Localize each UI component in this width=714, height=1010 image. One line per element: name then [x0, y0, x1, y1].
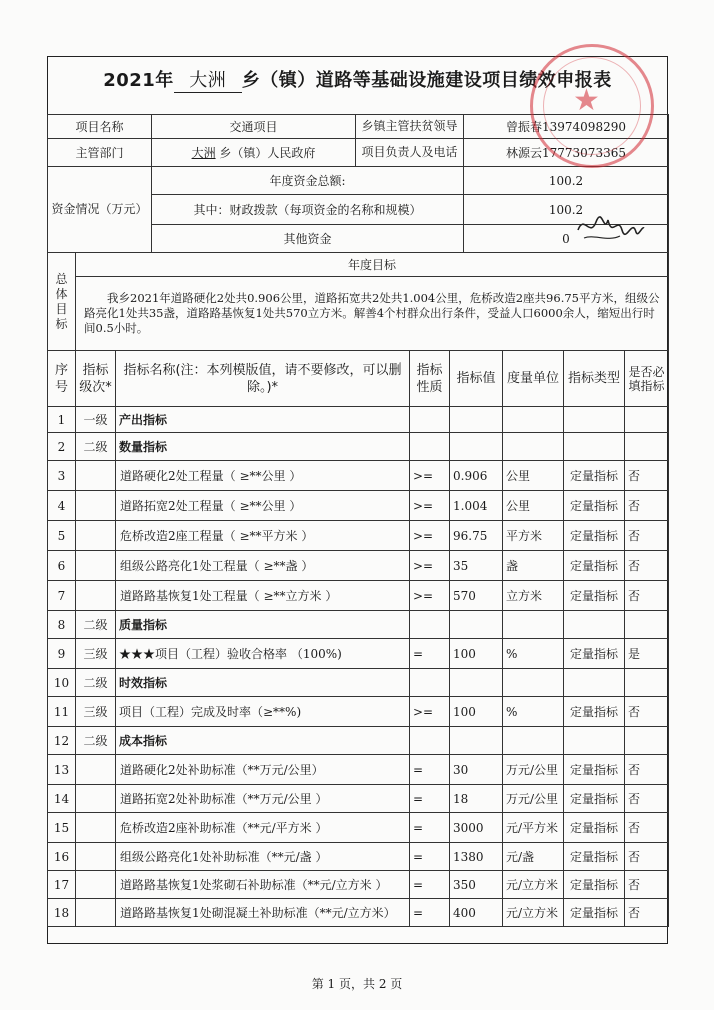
indicator-name: 产出指标	[116, 407, 410, 433]
indicator-unit: 元/立方米	[503, 899, 564, 927]
indicator-unit: 万元/公里	[503, 785, 564, 813]
indicator-seq: 15	[48, 813, 76, 843]
table-row	[48, 899, 669, 927]
indicator-unit: 元/平方米	[503, 813, 564, 843]
indicator-value: 18	[450, 785, 503, 813]
indicator-type: 定量指标	[564, 843, 625, 871]
indicator-level: 一级	[76, 407, 116, 433]
indicator-unit: 盏	[503, 551, 564, 581]
funds-row-value: 0	[464, 225, 669, 253]
handwritten-signature	[574, 208, 646, 248]
indicator-required	[625, 611, 669, 639]
indicator-required: 否	[625, 551, 669, 581]
header-type: 指标类型	[564, 351, 625, 407]
indicator-unit	[503, 669, 564, 697]
indicator-unit: %	[503, 697, 564, 727]
indicator-required: 否	[625, 755, 669, 785]
indicator-level: 二级	[76, 727, 116, 755]
indicator-nature: >=	[410, 551, 450, 581]
indicator-level: 二级	[76, 433, 116, 461]
indicator-required	[625, 433, 669, 461]
page-footer: 第 1 页，共 2 页	[311, 977, 403, 991]
indicator-nature: =	[410, 871, 450, 899]
indicator-nature: =	[410, 639, 450, 669]
indicator-required: 否	[625, 843, 669, 871]
indicator-seq: 5	[48, 521, 76, 551]
indicator-required: 否	[625, 899, 669, 927]
contact-label: 项目负责人及电话	[356, 139, 464, 167]
indicator-required: 否	[625, 813, 669, 843]
indicator-value: 350	[450, 871, 503, 899]
indicator-seq: 2	[48, 433, 76, 461]
indicator-seq: 6	[48, 551, 76, 581]
indicator-level	[76, 785, 116, 813]
indicator-seq: 1	[48, 407, 76, 433]
indicator-nature: >=	[410, 491, 450, 521]
indicator-required: 否	[625, 871, 669, 899]
indicator-nature: >=	[410, 581, 450, 611]
indicator-nature	[410, 407, 450, 433]
indicator-value	[450, 433, 503, 461]
indicator-seq: 8	[48, 611, 76, 639]
header-seq: 序号	[48, 351, 76, 407]
indicator-level	[76, 813, 116, 843]
table-row	[48, 639, 669, 669]
funds-row-label: 年度资金总额:	[152, 167, 464, 195]
indicator-level: 三级	[76, 639, 116, 669]
table-row	[48, 843, 669, 871]
indicator-nature: =	[410, 899, 450, 927]
table-row	[48, 727, 669, 755]
indicator-value: 35	[450, 551, 503, 581]
indicator-level: 二级	[76, 611, 116, 639]
table-row	[48, 697, 669, 727]
indicator-value	[450, 407, 503, 433]
indicator-nature	[410, 669, 450, 697]
indicator-value: 0.906	[450, 461, 503, 491]
header-level: 指标级次*	[76, 351, 116, 407]
indicator-level	[76, 755, 116, 785]
indicator-nature: =	[410, 785, 450, 813]
indicator-unit: 公里	[503, 491, 564, 521]
table-row	[48, 871, 669, 899]
table-row	[48, 611, 669, 639]
indicator-value: 100	[450, 639, 503, 669]
table-row	[48, 491, 669, 521]
funds-label: 资金情况（万元）	[48, 167, 152, 253]
indicator-unit: 平方米	[503, 521, 564, 551]
header-nature: 指标性质	[410, 351, 450, 407]
indicator-required	[625, 407, 669, 433]
table-row	[48, 813, 669, 843]
indicator-name: 项目（工程）完成及时率（≥**%)	[116, 697, 410, 727]
indicator-seq: 17	[48, 871, 76, 899]
indicator-nature	[410, 727, 450, 755]
indicator-unit: %	[503, 639, 564, 669]
indicator-seq: 14	[48, 785, 76, 813]
objective-text: 我乡2021年道路硬化2处共0.906公里，道路拓宽共2处共1.004公里，危桥改造2座共96.75平方米，组级公路亮化1处共35盏，道路路基恢复1处共570立方米。解善4个村群众出行条件，受益人口6000余人，缩短出行时间0.5小时。	[76, 277, 669, 351]
indicator-seq: 11	[48, 697, 76, 727]
indicator-rows	[48, 407, 669, 927]
indicator-type: 定量指标	[564, 551, 625, 581]
indicator-required: 否	[625, 697, 669, 727]
indicator-seq: 13	[48, 755, 76, 785]
funds-row-label: 其中：财政拨款（每项资金的名称和规模）	[152, 195, 464, 225]
indicator-type: 定量指标	[564, 581, 625, 611]
header-required: 是否必填指标	[625, 351, 669, 407]
indicator-type	[564, 669, 625, 697]
indicator-level	[76, 461, 116, 491]
indicator-type: 定量指标	[564, 813, 625, 843]
indicator-level	[76, 843, 116, 871]
dept-value	[152, 139, 356, 167]
indicator-value: 570	[450, 581, 503, 611]
indicator-level: 三级	[76, 697, 116, 727]
indicator-nature	[410, 611, 450, 639]
indicator-type	[564, 611, 625, 639]
indicator-name: 危桥改造2座补助标准（**元/平方米 ）	[116, 813, 410, 843]
title-prefix: 2021年	[103, 70, 174, 91]
indicator-value: 1.004	[450, 491, 503, 521]
indicator-level	[76, 491, 116, 521]
indicator-value	[450, 611, 503, 639]
indicator-seq: 4	[48, 491, 76, 521]
table-row	[48, 461, 669, 491]
indicator-level: 二级	[76, 669, 116, 697]
indicator-unit: 立方米	[503, 581, 564, 611]
indicator-name: 数量指标	[116, 433, 410, 461]
indicator-name: 质量指标	[116, 611, 410, 639]
indicator-unit	[503, 611, 564, 639]
indicator-required: 否	[625, 521, 669, 551]
indicator-value: 30	[450, 755, 503, 785]
indicator-value	[450, 727, 503, 755]
indicator-level	[76, 581, 116, 611]
title-town: 大洲	[174, 66, 242, 93]
indicator-name: 道路拓宽2处补助标准（**万元/公里 ）	[116, 785, 410, 813]
table-row	[48, 433, 669, 461]
indicator-nature: >=	[410, 521, 450, 551]
indicator-nature	[410, 433, 450, 461]
indicator-required: 否	[625, 461, 669, 491]
objective-table	[47, 252, 669, 351]
indicator-nature: =	[410, 755, 450, 785]
indicator-name: 道路路基恢复1处浆砌石补助标准（**元/立方米 ）	[116, 871, 410, 899]
table-row	[48, 669, 669, 697]
header-name: 指标名称(注：本列模版值，请不要修改，可以删除。)*	[116, 351, 410, 407]
title-suffix: 乡（镇）道路等基础设施建设项目绩效申报表	[241, 70, 612, 91]
table-row	[48, 755, 669, 785]
indicator-required: 否	[625, 785, 669, 813]
indicator-required: 否	[625, 581, 669, 611]
indicator-name: 道路硬化2处补助标准（**万元/公里）	[116, 755, 410, 785]
indicator-required: 是	[625, 639, 669, 669]
indicator-type: 定量指标	[564, 461, 625, 491]
table-row	[48, 521, 669, 551]
leader-value: 曾振春13974098290	[464, 115, 669, 139]
indicator-name: ★★★项目（工程）验收合格率 （100%)	[116, 639, 410, 669]
indicator-required: 否	[625, 491, 669, 521]
indicator-nature: =	[410, 843, 450, 871]
indicator-level	[76, 551, 116, 581]
indicator-type: 定量指标	[564, 697, 625, 727]
indicator-name: 危桥改造2座工程量（ ≥**平方米 ）	[116, 521, 410, 551]
indicator-name: 组级公路亮化1处补助标准（**元/盏 ）	[116, 843, 410, 871]
dept-suffix: 乡（镇）人民政府	[219, 146, 316, 160]
indicator-value: 1380	[450, 843, 503, 871]
indicator-unit	[503, 407, 564, 433]
indicator-type: 定量指标	[564, 639, 625, 669]
indicator-level	[76, 871, 116, 899]
indicator-seq: 18	[48, 899, 76, 927]
indicator-name: 道路路基恢复1处砌混凝土补助标准（**元/立方米）	[116, 899, 410, 927]
indicator-type: 定量指标	[564, 491, 625, 521]
project-name-label: 项目名称	[48, 115, 152, 139]
indicator-type: 定量指标	[564, 755, 625, 785]
project-name-value: 交通项目	[152, 115, 356, 139]
indicator-unit	[503, 727, 564, 755]
official-seal	[530, 44, 654, 168]
indicator-unit: 元/立方米	[503, 871, 564, 899]
indicators-table	[47, 350, 669, 927]
seal-star-icon: ★	[573, 83, 600, 118]
indicator-value	[450, 669, 503, 697]
indicator-name: 成本指标	[116, 727, 410, 755]
table-row	[48, 407, 669, 433]
indicator-unit: 公里	[503, 461, 564, 491]
indicator-seq: 16	[48, 843, 76, 871]
indicator-name: 道路硬化2处工程量（ ≥**公里 ）	[116, 461, 410, 491]
indicator-type	[564, 727, 625, 755]
indicator-value: 3000	[450, 813, 503, 843]
table-row	[48, 785, 669, 813]
indicator-unit: 元/盏	[503, 843, 564, 871]
indicator-value: 400	[450, 899, 503, 927]
header-unit: 度量单位	[503, 351, 564, 407]
indicator-required	[625, 727, 669, 755]
header-value: 指标值	[450, 351, 503, 407]
indicator-seq: 9	[48, 639, 76, 669]
indicator-type: 定量指标	[564, 871, 625, 899]
contact-value: 林源云17773073365	[464, 139, 669, 167]
dept-label: 主管部门	[48, 139, 152, 167]
indicator-level	[76, 899, 116, 927]
indicator-unit	[503, 433, 564, 461]
funds-row-label: 其他资金	[152, 225, 464, 253]
leader-label: 乡镇主管扶贫领导	[356, 115, 464, 139]
table-row	[48, 581, 669, 611]
indicator-unit: 万元/公里	[503, 755, 564, 785]
indicator-nature: >=	[410, 461, 450, 491]
indicator-type	[564, 433, 625, 461]
indicator-value: 96.75	[450, 521, 503, 551]
indicator-seq: 3	[48, 461, 76, 491]
indicator-required	[625, 669, 669, 697]
table-row	[48, 551, 669, 581]
indicator-name: 道路路基恢复1处工程量（ ≥**立方米 ）	[116, 581, 410, 611]
objective-side-label: 总体目标	[48, 253, 76, 351]
indicator-name: 道路拓宽2处工程量（ ≥**公里 ）	[116, 491, 410, 521]
indicator-type: 定量指标	[564, 521, 625, 551]
funds-row-value: 100.2	[464, 195, 669, 225]
funds-row-value: 100.2	[464, 167, 669, 195]
objective-header: 年度目标	[76, 253, 669, 277]
indicator-type	[564, 407, 625, 433]
dept-town: 大洲	[191, 146, 216, 160]
indicator-type: 定量指标	[564, 899, 625, 927]
indicator-level	[76, 521, 116, 551]
indicator-seq: 12	[48, 727, 76, 755]
indicator-nature: >=	[410, 697, 450, 727]
indicator-seq: 7	[48, 581, 76, 611]
indicator-type: 定量指标	[564, 785, 625, 813]
indicator-name: 组级公路亮化1处工程量（ ≥**盏 ）	[116, 551, 410, 581]
indicator-value: 100	[450, 697, 503, 727]
indicator-seq: 10	[48, 669, 76, 697]
indicator-name: 时效指标	[116, 669, 410, 697]
indicator-nature: =	[410, 813, 450, 843]
